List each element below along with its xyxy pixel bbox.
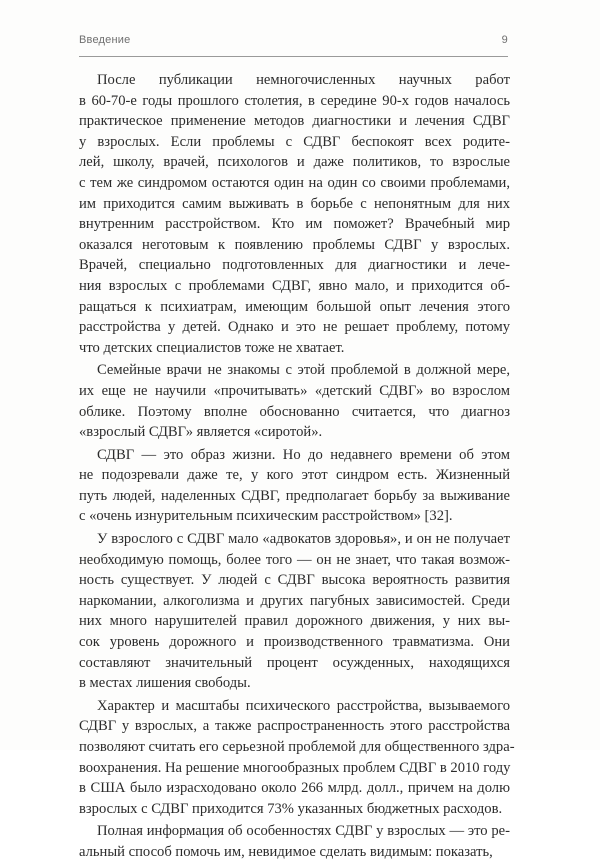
page-number: 9 [501, 34, 508, 46]
text-line: с тем же синдромом остаются один на один со своими проблемами, [79, 174, 510, 191]
text-line: с «очень изнурительным психическим расстройством» [32]. [79, 508, 453, 525]
text-line: сок уровень дорожного и производственного травматизма. Они [79, 634, 510, 651]
text-line: необходимую помощь, более того — он не знает, что такая возмож- [79, 551, 510, 568]
text-line: в 60-70-е годы прошлого столетия, в середине 90-х годов началось [79, 92, 510, 109]
text-line: ность существует. У людей с СДВГ высока вероятность развития [79, 572, 510, 589]
text-line: У взрослого с СДВГ мало «адвокатов здоровья», и он не получает [97, 531, 510, 548]
text-line: внутренним расстройством. Кто им поможет? Врачебный мир [79, 216, 510, 233]
text-line: них много нарушителей правил дорожного движения, у них вы- [79, 613, 510, 630]
text-line: составляют значительный процент осужденных, находящихся [79, 654, 510, 671]
paragraph [79, 445, 510, 527]
text-line: альный способ помочь им, невидимое сделать видимым: показать, [79, 843, 493, 860]
section-title: Введение [79, 34, 131, 46]
text-line: наркомании, алкоголизма и других пагубных зависимостей. Среди [79, 592, 510, 609]
text-line: облике. Поэтому вполне обоснованно считается, что диагноз [79, 403, 510, 420]
running-header [79, 34, 508, 52]
paragraph [79, 70, 510, 358]
text-line: расстройства у детей. Однако и это не решает проблему, потому [79, 319, 510, 336]
paragraph [79, 821, 510, 862]
text-line: Семейные врачи не знакомы с этой проблемой в должной мере, [97, 362, 510, 379]
body-text [79, 70, 515, 863]
paragraph [79, 529, 510, 694]
text-line: что детских специалистов тоже не хватает. [79, 339, 345, 356]
text-line: в США было израсходовано около 266 млрд. долл., причем на долю [79, 780, 510, 797]
text-line: ращаться к психиатрам, имеющим большой опыт лечения этого [79, 298, 510, 315]
text-line: взрослых с СДВГ приходится 73% указанных бюджетных расходов. [79, 800, 503, 817]
text-line: ния взрослых с проблемами СДВГ, явно мало, и приходится об- [79, 277, 510, 294]
text-line: практическое применение методов диагностики и лечения СДВГ [79, 113, 510, 130]
text-line: их еще не научили «прочитывать» «детский СДВГ» во взрослом [79, 382, 510, 399]
text-line: После публикации немногочисленных научных работ [97, 72, 510, 88]
text-line: оказался неготовым к появлению проблемы СДВГ у взрослых. [79, 236, 510, 253]
text-line: путь людей, наделенных СДВГ, предполагает борьбу за выживание [79, 487, 510, 504]
text-line: в местах лишения свободы. [79, 675, 251, 692]
text-line: Полная информация об особенностях СДВГ у взрослых — это ре- [97, 823, 510, 840]
paragraph [79, 360, 510, 442]
paragraph [79, 696, 515, 820]
text-line: позволяют считать его серьезной проблемой для общественного здра- [79, 739, 515, 755]
text-line: Врачей, специально подготовленных для диагностики и лече- [79, 257, 510, 274]
text-line: СДВГ у взрослых, а также распространенность этого расстройства [79, 718, 510, 735]
text-line: им приходится самим выживать в борьбе с непонятным для них [79, 195, 510, 212]
text-line: «взрослый СДВГ» является «сиротой». [79, 424, 323, 441]
text-line: у взрослых. Если проблемы с СДВГ беспокоят всех родите- [79, 133, 510, 150]
header-rule [79, 56, 508, 57]
text-line: Характер и масштабы психического расстройства, вызываемого [97, 697, 510, 714]
text-line: не подозревали даже те, у кого этот синдром есть. Жизненный [79, 467, 510, 484]
text-line: лей, школу, врачей, психологов и даже политиков, то взрослые [79, 154, 510, 171]
text-line: воохранения. На решение многообразных проблем СДВГ в 2010 году [79, 759, 511, 776]
text-line: СДВГ — это образ жизни. Но до недавнего времени об этом [97, 446, 510, 463]
